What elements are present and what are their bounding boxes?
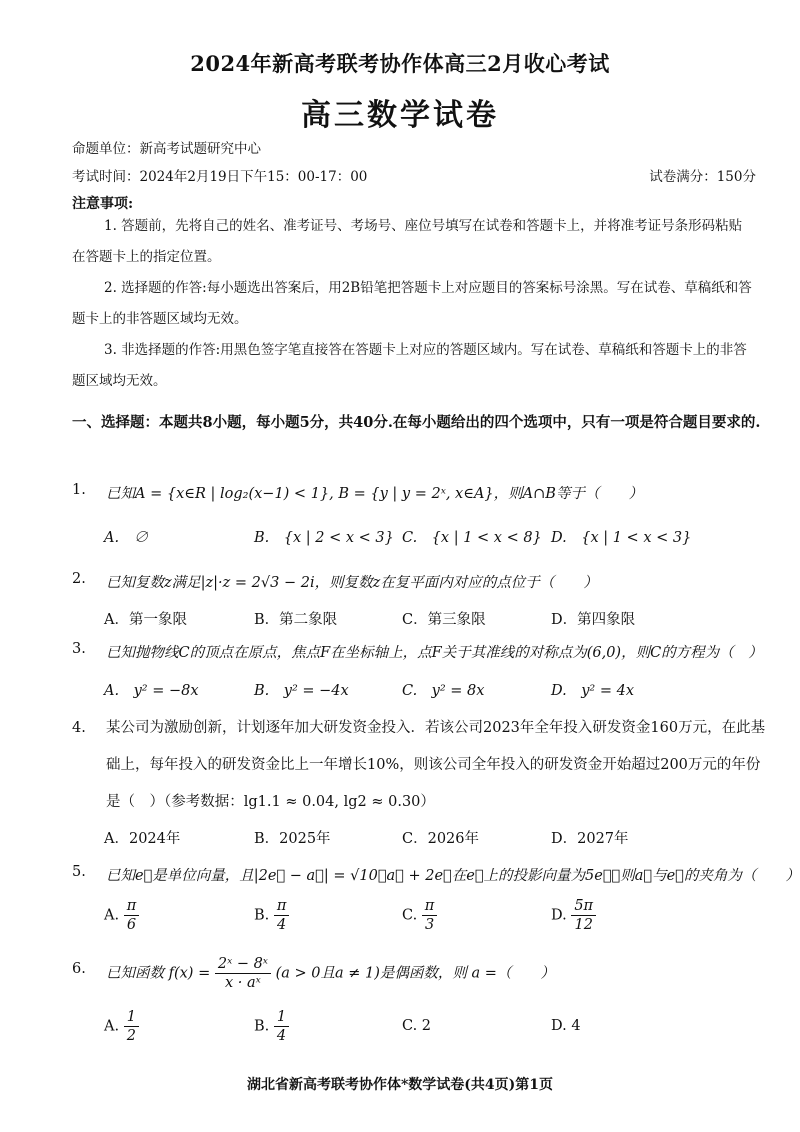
question-text: 某公司为激励创新，计划逐年加大研发资金投入．若该公司2023年全年投入研发资金160万元，在此基础上，每年投入的研发资金比上一年增长10%，则该公司全年投入的研发资金开始超过200万元的年份是（ ）（参考数据：lg1.1 ≈ 0.04, lg2 ≈ 0.30） (106, 720, 766, 810)
option-d (551, 897, 596, 934)
option-value: 4 (571, 1018, 581, 1034)
section-heading: 一、选择题：本题共8小题，每小题5分，共40分.在每小题给出的四个选项中，只有一项是符合题目要求的. (72, 414, 761, 431)
page-footer: 湖北省新高考联考协作体*数学试卷(共4页)第1页 (246, 1077, 554, 1093)
option-label: C. (402, 907, 418, 924)
option-b: B. {x | 2 < x < 3} (254, 530, 394, 546)
option-b: B．第二象限 (254, 612, 338, 628)
question-text: 已知抛物线C的顶点在原点，焦点F在坐标轴上，点F关于其准线的对称点为(6,0)，则C的方程为（ ） (106, 645, 763, 661)
notice-item-2: 2. 选择题的作答:每小题选出答案后，用2B铅笔把答题卡上对应题目的答案标号涂黑。写在试卷、草稿纸和答题卡上的非答题区域均无效。 (72, 280, 752, 327)
numerator: π (274, 897, 290, 916)
text-before: 已知函数 f(x) = (106, 965, 211, 982)
option-b: B. y² = −4x (254, 683, 349, 699)
option-value: 2 (421, 1018, 432, 1034)
exam-time: 考试时间：2024年2月19日下午15：00-17：00 (72, 169, 368, 185)
numerator: 1 (274, 1008, 289, 1027)
option-label: C. (402, 1018, 418, 1034)
option-b (254, 1008, 289, 1045)
option-label: B. (254, 1018, 270, 1035)
denominator: 2 (126, 1028, 136, 1044)
option-c: C. {x | 1 < x < 8} (402, 530, 542, 546)
option-d (551, 1018, 581, 1034)
option-d: D. y² = 4x (551, 683, 634, 699)
question-number: 3. (72, 641, 86, 657)
option-fraction (124, 1008, 139, 1045)
option-b (254, 897, 289, 934)
option-fraction (274, 1008, 289, 1045)
option-a (104, 1008, 139, 1045)
option-label: A. (104, 1018, 120, 1035)
option-a: A．第一象限 (104, 612, 187, 628)
setter-line: 命题单位：新高考试题研究中心 (72, 141, 261, 157)
option-label: A. (104, 907, 120, 924)
denominator: x · aˣ (225, 975, 261, 991)
denominator: 6 (126, 917, 137, 933)
option-fraction (571, 897, 596, 934)
question-number: 5. (72, 864, 86, 880)
denominator: 12 (574, 917, 593, 933)
option-label: D. (551, 1018, 567, 1034)
question-number: 6. (72, 961, 86, 977)
numerator: 2ˣ − 8ˣ (215, 955, 271, 974)
option-c (402, 897, 437, 934)
function-fraction (215, 955, 271, 992)
question-text: 已知A = {x∈R | log₂(x−1) < 1}, B = {y | y = 2ˣ, x∈A}，则A∩B等于（ ） (106, 486, 643, 502)
option-fraction (422, 897, 438, 934)
denominator: 4 (276, 1028, 287, 1044)
denominator: 3 (424, 917, 435, 933)
numerator: π (422, 897, 438, 916)
question-number: 2. (72, 571, 86, 587)
notice-item-3: 3. 非选择题的作答:用黑色签字笔直接答在答题卡上对应的答题区域内。写在试卷、草稿纸和答题卡上的非答题区域均无效。 (72, 342, 747, 389)
question-text: 已知e⃗是单位向量，且|2e⃗ − a⃗| = √10，a⃗ + 2e⃗在e⃗上的投影向量为5e⃗，则a⃗与e⃗的夹角为（ ） (106, 868, 800, 884)
question-number: 1. (72, 482, 86, 498)
question-text: 已知复数z满足|z|·z = 2√3 − 2i，则复数z在复平面内对应的点位于（ ） (106, 575, 598, 591)
notice-item-1: 1. 答题前，先将自己的姓名、准考证号、考场号、座位号填写在试卷和答题卡上，并将准考证号条形码粘贴在答题卡上的指定位置。 (72, 218, 743, 265)
option-c (402, 1018, 431, 1034)
option-a: A．2024年 (104, 831, 181, 847)
numerator: 5π (571, 897, 596, 916)
option-b: B．2025年 (254, 831, 331, 847)
exam-subtitle: 高三数学试卷 (301, 98, 499, 133)
option-label: B. (254, 907, 270, 924)
option-a (104, 897, 139, 934)
option-d: D．2027年 (551, 831, 629, 847)
numerator: π (124, 897, 140, 916)
option-d: D．第四象限 (551, 612, 636, 628)
notice-heading: 注意事项: (72, 196, 134, 212)
option-c: C. y² = 8x (402, 683, 485, 699)
exam-title: 2024年新高考联考协作体高三2月收心考试 (190, 51, 610, 76)
text-after: (a > 0且a ≠ 1)是偶函数，则 a =（ ） (275, 965, 555, 982)
option-a: A. y² = −8x (104, 683, 199, 699)
full-score: 试卷满分：150分 (649, 169, 756, 185)
question-text (106, 955, 771, 992)
option-fraction (124, 897, 140, 934)
option-a: A. ∅ (104, 530, 149, 546)
question-number: 4. (72, 720, 86, 736)
option-label: D. (551, 907, 567, 924)
option-c: C．2026年 (402, 831, 479, 847)
option-d: D. {x | 1 < x < 3} (551, 530, 692, 546)
option-c: C．第三象限 (402, 612, 486, 628)
numerator: 1 (124, 1008, 139, 1027)
denominator: 4 (277, 917, 287, 933)
option-fraction (274, 897, 290, 934)
